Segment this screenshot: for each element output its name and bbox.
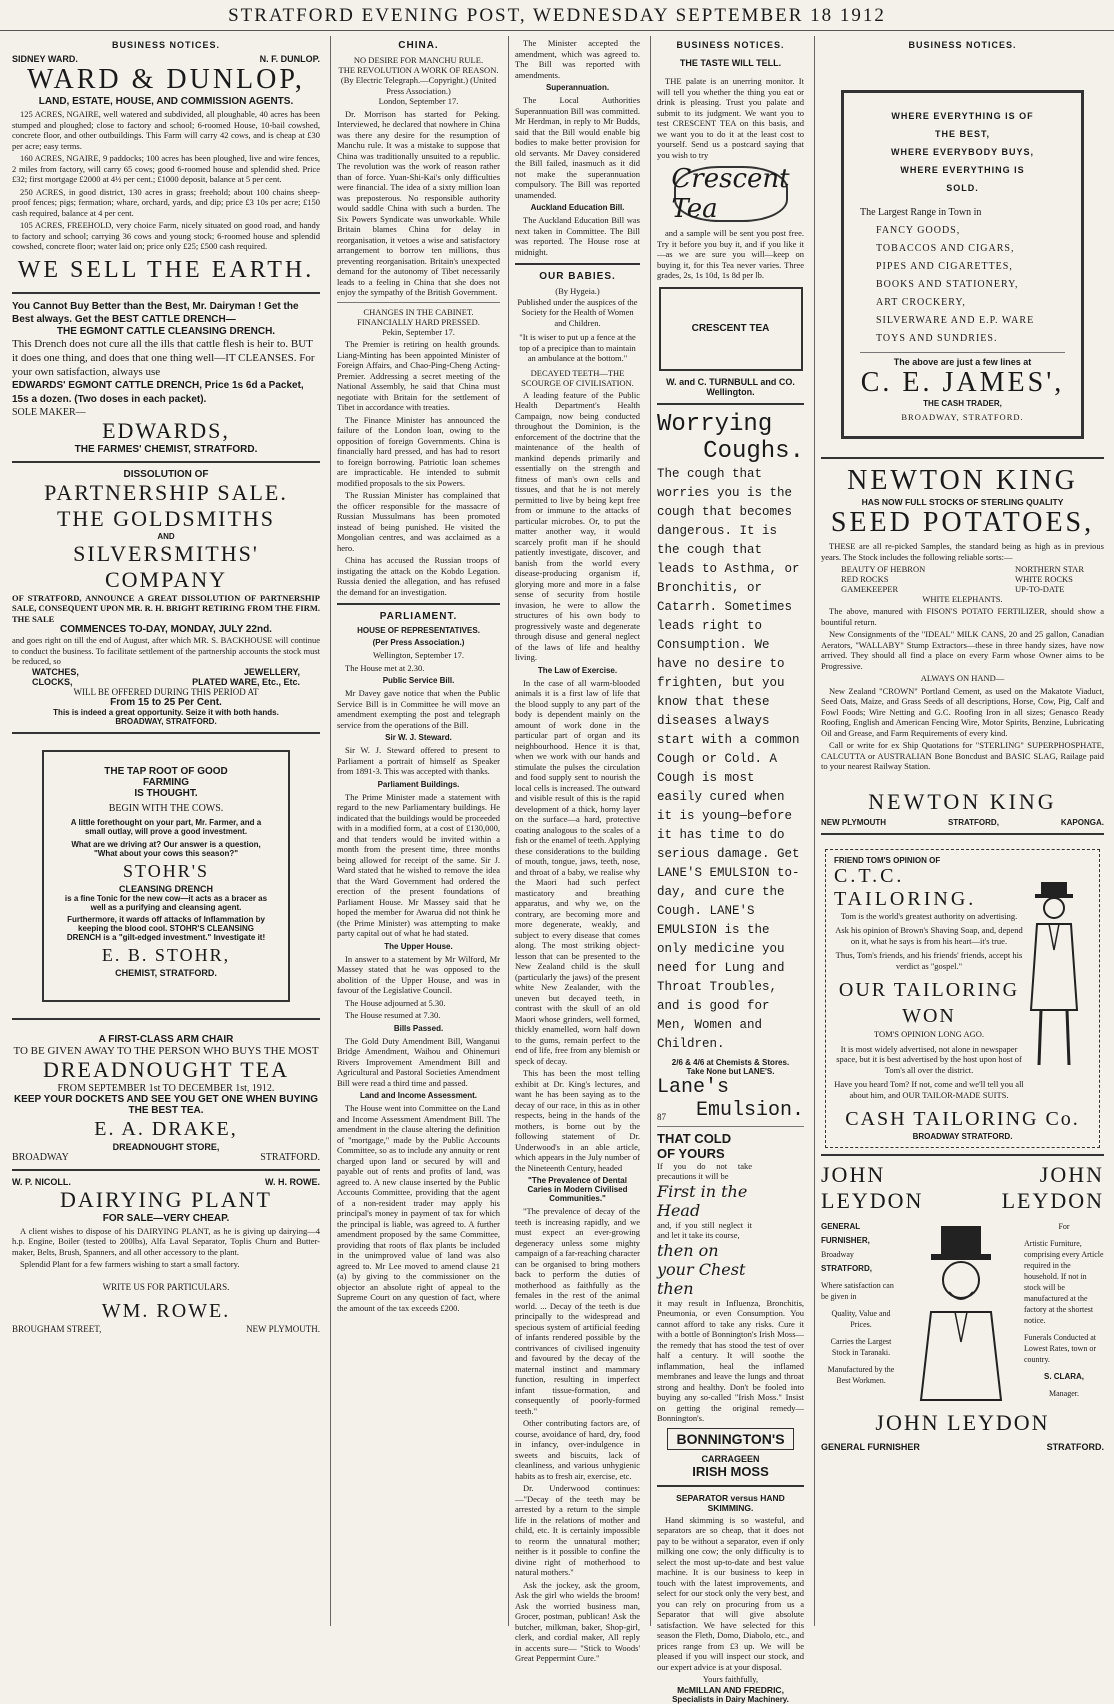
edwards-name: EDWARDS, — [102, 417, 230, 443]
ctc-opinion: TOM'S OPINION LONG AGO. — [874, 1029, 984, 1039]
edwards-maker: SOLE MAKER— — [12, 406, 86, 418]
divider — [657, 403, 804, 405]
newton-king-always: ALWAYS ON HAND— — [920, 673, 1005, 683]
parliament-credit: (Per Press Association.) — [372, 638, 465, 647]
stohr-address: CHEMIST, STRATFORD. — [115, 967, 217, 978]
exercise-heading: The Law of Exercise. — [537, 665, 618, 675]
parliament-subhead: Public Service Bill. — [382, 676, 455, 685]
cold-heading: THAT COLD OF YOURS — [657, 1130, 732, 1161]
stohr-signature: E. B. STOHR, — [101, 944, 231, 965]
goods-item: PLATED WARE, Etc., Etc. — [192, 676, 300, 687]
chair-line-2: TO BE GIVEN AWAY TO THE PERSON WHO BUYS THE MOST — [13, 1044, 319, 1057]
stohr-drench: CLEANSING DRENCH — [118, 883, 213, 894]
leydon-name-1-right: JOHN — [1039, 1162, 1104, 1187]
cold-body-2: and, if you still neglect it and let it take its course, — [657, 1219, 752, 1240]
chair-line-4: KEEP YOUR DOCKETS AND SEE YOU GET ONE WHEN BUYING THE BEST TEA. — [13, 1093, 319, 1116]
ward-item: 160 ACRES, NGAIRE, 9 paddocks; 100 acres has been ploughed, live and wire fences, 2 miles from factory, will carry 65 cows; good 6-roomed house and splendid shed. Price £32; first mortgage £2000 at 4½ per cent.; £1000 deposit, balance at 5 per cent. — [12, 153, 320, 184]
divider — [515, 263, 640, 265]
super-body: The Local Authorities Superannuation Bill was committed. Mr Herdman, in reply to Mr Budds, said that the Bill would enable big bodies to make better provision for old servants. Mr Davey considered the Bill failed, inasmuch as it did not make the superannuation compulsory. The Bill was reported unamended. — [515, 95, 640, 200]
divider — [821, 457, 1104, 459]
edwards-lead: You Cannot Buy Better than the Best, Mr. Dairyman ! Get the Best always. Get the BEST CATTLE DRENCH— — [12, 300, 299, 325]
sorts-right — [1015, 564, 1084, 594]
china-body: Dr. Morrison has started for Peking. Interviewed, he declared that nowhere in China was there any desire for the resumption of Manchu rule. It was a mistake to suppose that China was traditionally unsuited to a republic. The revolution was the work of reason rather than of force. Yuan-Shi-Kai's only difficulties were financial. The idea of a sixty million loan was preposterous. No responsible authority would saddle China with such a burden. The Six Powers Syndicate was unworkable. While Britain blames China for delay in reorganisation, it vetoes a wise and satisfactory arrangement to borrow ten millions, thus preventing reorganisation. Britain's unexpected demand for the autonomy of Tibet necessarily leads to a feeling in China that she does not enjoy the sympathy of the British Government. — [337, 108, 500, 297]
lanes-number: 87 — [657, 1111, 666, 1122]
ctc-body: Thus, Tom's friends, and his friends' friends, accept his verdict as "gospel." — [835, 950, 1023, 971]
ctc-our: OUR TAILORING — [838, 979, 1020, 1001]
babies-publisher: Published under the auspices of the Society for the Health of Women and Children. — [517, 296, 638, 328]
divider — [337, 603, 500, 605]
parliament-house: HOUSE OF REPRESENTATIVES. — [357, 626, 480, 635]
auckland-body: The Auckland Education Bill was next taken in Committee. The Bill was reported. The House rose at midnight. — [515, 215, 640, 257]
section-heading: BUSINESS NOTICES. — [908, 40, 1017, 50]
parliament-met: The House met at 2.30. — [345, 662, 425, 673]
goods-item: SILVERWARE AND E.P. WARE — [876, 315, 1035, 326]
cold-body-3: it may result in Influenza, Bronchitis, Pneumonia, or even Consumption. You cannot afford to take any risks. Cure it with a bottle of Bonnington's Irish Moss—the remedy that has stood the test of over half a century. It will soothe the inflammation, heal the inflamed membranes and leave the lungs and throat strong and healthy. Don't be fooled into buying any so-called "Irish Moss." Insist on getting the original remedy—Bonnington's. — [657, 1297, 804, 1423]
worry-body: The cough that worries you is the cough that becomes dangerous. It is the cough that leads to Asthma, or Bronchitis, or Catarrh. Sometimes leads right to Consumption. We have no desire to frighten, but you know that these diseases always start with a common Cough or Cold. A Cough is most easily cured when it is young—before it has time to do serious damage. Get LANE'S EMULSION to-day, and cure the Cough. LANE'S EMULSION is the only medicine you need for Lung and Throat Troubles, and is good for Men, Women and Children. — [657, 466, 800, 1051]
goods-item: FANCY GOODS, — [876, 225, 961, 236]
parliament-adjourned: The House adjourned at 5.30. — [345, 997, 446, 1008]
article-body: The Minister accepted the amendment, which was agreed to. The Bill was reported with amendments. — [515, 38, 640, 80]
underwood-body: Dr. Underwood continues:—"Decay of the teeth may be arrested by a return to the simple life in the relations of mother and child, etc. It is certainly impossible to reorm the unnatural mother; neither is it possible to confine the divine right of motherhood to natural mothers." — [515, 1483, 640, 1577]
cold-then: then — [657, 1278, 694, 1298]
babies-heading: OUR BABIES. — [539, 271, 616, 282]
cabinet-body: The Russian Minister has complained that the officer responsible for the massacre of Russian Mussulmans has been promoted instead of being punished. He visited the Mongolian centres, and was acclaimed as a hero. — [337, 490, 500, 553]
cabinet-body: The Finance Minister has announced the failure of the London loan, owing to the opposition of foreign Governments. China is financially hard pressed, and has had to resort to foreign borrowing. Patriotic loan schemes are impracticable. He intended to submit modified proposals to the six Powers. — [337, 414, 500, 488]
dissolution-and: AND — [157, 531, 175, 541]
newton-king-towns — [821, 818, 1104, 827]
dissolution-goods — [12, 667, 320, 677]
leydon-left: GENERAL — [821, 1222, 861, 1231]
ward-slogan: WE SELL THE EARTH. — [17, 256, 315, 283]
leydon-portrait — [911, 1222, 1011, 1402]
ctc-title: C.T.C. TAILORING. — [834, 864, 977, 910]
james-line: SOLD. — [946, 183, 979, 193]
parliament-body: The Prime Minister made a statement with regard to the new Parliamentary buildings. He indicated that the buildings would be proceeded with in a modified form, at a cost of £130,000, and that tenders would be invited within a month from the present time, three months being allowed for receipt of the same. Sir J. Ward stated that he wished to remove the idea that the Ward Government had ordered the erection of the present foundations of Parliament House. Mr Massey said that he hoped the member for Awarua did not think he (the Prime Minister) was attempting to make party capital out of what he had stated. — [337, 791, 500, 938]
ward-item: 105 ACRES, FREEHOLD, very choice Farm, nicely situated on good road, and handy to factory and school; carrying 36 cows and young stock; 6-roomed house and splendid cowshed, concrete floor; water laid on; price only £25; £500 cash required. — [12, 220, 320, 251]
goods-item: WATCHES, — [32, 666, 79, 677]
ctc-ad — [825, 849, 1100, 1149]
bonnington-logo: BONNINGTON'S — [667, 1428, 794, 1450]
parliament-dateline: Wellington, September 17. — [373, 650, 464, 660]
divider — [337, 302, 500, 303]
divider — [12, 1018, 320, 1020]
town: KAPONGA. — [1060, 817, 1104, 827]
dissolution-date: COMMENCES TO-DAY, MONDAY, JULY 22nd. — [60, 624, 272, 635]
james-line: WHERE EVERYTHING IS OF — [891, 111, 1034, 121]
leydon-left: Quality, Value and Prices. — [831, 1309, 891, 1329]
lanes-logo-row — [657, 1099, 804, 1122]
ctc-won: WON — [902, 1005, 956, 1027]
divider — [821, 833, 1104, 835]
leydon-left-column — [821, 1218, 901, 1392]
section-heading: BUSINESS NOTICES. — [676, 40, 785, 50]
stohr-line: THE TAP ROOT OF GOOD — [104, 765, 228, 777]
newton-king-body-5: Call or write for ex Ship Quotations for "STERLING" SUPERPHOSPHATE, CALCUTTA or AUSTRALIAN Bone Boncdust and BASIC SLAG, Railage paid to your nearest Railway Station. — [821, 740, 1104, 771]
newton-king-seed: SEED POTATOES, — [830, 507, 1095, 538]
dissolution-heading: DISSOLUTION OF — [123, 468, 209, 480]
column-5 — [814, 36, 1110, 1626]
sort-item: UP-TO-DATE — [1015, 584, 1065, 594]
sort-white: WHITE ELEPHANTS. — [922, 594, 1003, 604]
leydon-right-column — [1024, 1218, 1104, 1399]
stohr-line: Furthermore, it wards off attacks of Inflammation by keeping the blood cool. STOHR'S CLEANSING DRENCH is a "gilt-edged investment." Investigate it! — [66, 914, 266, 942]
newton-king-signature: NEWTON KING — [868, 788, 1057, 814]
column-3 — [508, 36, 646, 1663]
decay-body: A leading feature of the Public Health Department's Health Campaign, now being conducted throughout the Dominion, is the enforcement of the doctrine that the maintenance of the health of mankind depends primarily and essentially on the strength and fitness of man's own cells and tissues, and that he is not merely permitted to live by being kept free from or immune to the attacks of particular microbes. Or, to put the matter another way, it would scarcely profit man if he should patiently investigate, discover, and banish from the world every disease-producing organism if, glorying more and more in a false sense of security from hostile invasion, he were to allow the structures of his own body to progressively waste and degenerate through disuse and general neglect of the laws of life and healthy living. — [515, 389, 640, 662]
chair-name: E. A. DRAKE, — [94, 1117, 238, 1140]
ward-title: WARD & DUNLOP, — [27, 64, 305, 95]
section-heading: BUSINESS NOTICES. — [111, 40, 220, 50]
ctc-signature: CASH TAILORING Co. — [845, 1108, 1080, 1130]
auckland-heading: Auckland Education Bill. — [530, 203, 625, 212]
dairy-sale: FOR SALE—VERY CHEAP. — [102, 1212, 230, 1224]
parliament-body: In answer to a statement by Mr Wilford, Mr Massey stated that he was opposed to the abolition of the Upper House, and was in favour of the Legislative Council. — [337, 953, 500, 995]
ctc-friend: FRIEND TOM'S OPINION OF — [834, 855, 941, 865]
china-sub-2: THE REVOLUTION A WORK OF REASON. — [338, 65, 499, 75]
sorts-left — [841, 564, 925, 594]
leydon-name-1: JOHN — [821, 1162, 886, 1187]
leydon-bottom-right: STRATFORD. — [1046, 1442, 1104, 1452]
james-goods-list — [876, 222, 1065, 348]
column-2 — [330, 36, 506, 1626]
leydon-right: For — [1058, 1222, 1070, 1231]
cabinet-dateline: Pekin, September 17. — [382, 326, 455, 337]
worry-title-2: Coughs. — [703, 437, 804, 465]
goods-item: TOBACCOS AND CIGARS, — [876, 243, 1015, 254]
divider — [821, 1154, 1104, 1156]
cold-first: First in the Head — [657, 1181, 748, 1220]
stohr-ad — [42, 750, 290, 1002]
ward-item: 250 ACRES, in good district, 130 acres in grass; freehold; about 100 chains sheep-proof fences; pigs; fermation; whare, orchard, yards, and dip; price £3 10s per acre; £150 cash required, balance at 4 per cent. — [12, 186, 320, 218]
parliament-body: The Gold Duty Amendment Bill, Wanganui Bridge Amendment, Waihou and Ohinemuri Rivers Improvement Amendment Bill and Agricultural and Pastoral Societies Amendment Bill were read a third time and passed. — [337, 1035, 500, 1088]
leydon-bottom-left: GENERAL FURNISHER — [821, 1442, 920, 1452]
town: STRATFORD, — [947, 817, 999, 827]
dairy-right: W. H. ROWE. — [265, 1176, 320, 1187]
dissolution-company-2: SILVERSMITHS' COMPANY — [73, 540, 259, 592]
leydon-name-2-right: LEYDON — [1001, 1188, 1104, 1213]
parliament-body: The House went into Committee on the Land and Income Assessment Amendment Bill. The amendment in the clause altering the definition of "mortgage," made by the Public Accounts Committee, so as to include any annuity or rent charged upon land or secured by will and payable out of rents and profits of land, was agreed to. A new clause inserted by the Public Accounts Committee, providing that the agent of a non-resident trader may apply his principal's money in payment of tax for which the principal is liable, was agreed to. A further amendment proposed by the same Committee, providing that roots of flax plants be included in the unimproved value of land was also agreed to. Mr Lee moved to amend clause 21 (a) by giving to the commissioner on the objector an absolute right of appeal to the Supreme Court on any question of fact, where the amount of the tax exceeds £200. — [337, 1103, 500, 1313]
dissolution-offer: WILL BE OFFERED DURING THIS PERIOD AT — [73, 686, 259, 697]
separator-specialists: Specialists in Dairy Machinery. — [672, 1694, 789, 1704]
cabinet-heading: CHANGES IN THE CABINET. — [363, 306, 474, 317]
dairy-name: WM. ROWE. — [101, 1299, 231, 1322]
edwards-shop: THE FARMES' CHEMIST, STRATFORD. — [74, 443, 258, 455]
ward-left-name: SIDNEY WARD. — [12, 54, 78, 64]
dairy-address-right: NEW PLYMOUTH. — [246, 1323, 320, 1334]
stohr-name: STOHR'S — [123, 860, 209, 881]
dairy-address-left: BROUGHAM STREET, — [12, 1323, 102, 1334]
parliament-subhead: Parliament Buildings. — [377, 779, 460, 789]
dairy-partners — [12, 1177, 320, 1187]
goods-item: PIPES AND CIGARETTES, — [876, 261, 1013, 272]
stohr-line: IS THOUGHT. — [134, 787, 198, 799]
separator-body: Hand skimming is so wasteful, and separators are so cheap, that it does not pay to be without a separator, even if only milking one cow; the only difficulty is to select the most up-to-date and best value machine. It is our business to keep in touch with the latest improvements, and select for our stock only the very best, and you can rely on procuring from us a Separator that will give absolute satisfaction. We have selected for this season the Fleth, Domo, Diabolo, etc., and prices range from £3 up. We will be pleased if you will inspect our stock, and our expert advice is at your disposal. — [657, 1514, 804, 1672]
newton-king-body-4: New Zealand "CROWN" Portland Cement, as used on the Makatote Viaduct, Seed Oats, Maize, and Grass Seeds of all descriptions, Horse, Cow, Pig, Calf and Fowl Foods; Wire Netting and G.C. Roofing Iron in all sizes; Genasco Ready Roofing, English and American Fencing Wire, Motor Spirits, Benzine, Lubricating Oil and Grease, and Farm Requirements of every kind. — [821, 685, 1104, 738]
chair-tea: DREADNOUGHT TEA — [42, 1056, 290, 1082]
james-line: WHERE EVERYBODY BUYS, — [890, 147, 1035, 157]
leydon-name-2: LEYDON — [821, 1188, 924, 1213]
dairy-left: W. P. NICOLL. — [12, 1176, 71, 1187]
sort-item: NORTHERN STAR — [1015, 564, 1084, 574]
leydon-left: STRATFORD, — [821, 1264, 872, 1273]
newton-king-has: HAS NOW FULL STOCKS OF STERLING QUALITY — [861, 497, 1064, 507]
parliament-body: Mr Davey gave notice that when the Public Service Bill is in Committee he will move an amendment exempting the post and telegraph service from the operations of the Bill. — [337, 688, 500, 730]
prevalence-body: "The prevalence of decay of the teeth is increasing rapidly, and we must expect an ever-growing degeneracy unless some mighty campaign of a far-reaching character can be organised to bring mothers back to perform the duties of motherhood as faithfully as the females in the rest of the animal world. ... Decay of the teeth is due principally to the widespread and specious system of artificial feeding of infants rendered possible by the contrivances of civilised ingenuity and favoured by the decay of the maternal instinct and mammary function, resulting in imperfect infant tissue-formation, and consequently of poorly-formed teeth." — [515, 1206, 640, 1416]
parliament-resumed: The House resumed at 7.30. — [345, 1010, 441, 1020]
cold-chest: then on your Chest — [657, 1240, 746, 1279]
dissolution-body: OF STRATFORD, ANNOUNCE A GREAT DISSOLUTION OF PARTNERSHIP SALE, CONSEQUENT UPON MR. R. H. BRIGHT RETIRING FROM THE FIRM. THE SALE — [12, 592, 320, 624]
tea-firm: W. and C. TURNBULL and CO. — [666, 376, 795, 387]
dairy-body: A client wishes to dispose of his DAIRYING PLANT, as he is giving up dairying—4 h.p. Engine, Boiler (tested to 200lbs), Alfa Laval Separator, Toplis Churn and Butter-maker, Belts, Brush, Spanners, and all other accessory to the plant. — [12, 1225, 320, 1257]
china-dateline: London, September 17. — [378, 96, 459, 106]
tea-city: Wellington. — [706, 386, 755, 397]
james-ad — [841, 90, 1084, 439]
other-factors: Other contributing factors are, of course, avoidance of hard, dry, food in infancy, over-indulgence in sweets and biscuits, lack of cleanliness, and various unhygienic habits as to fresh air, exercise, etc. — [515, 1418, 640, 1481]
ctc-address: BROADWAY STRATFORD. — [912, 1132, 1013, 1141]
worry-take: Take None but LANE'S. — [686, 1066, 775, 1076]
ward-item: 125 ACRES, NGAIRE, well watered and subdivided, all ploughable, 40 acres has been stumped and ploughed; close to factory and school; 6-roomed House, 10-bail cowshed, concrete floor, and other outbuildings. This Farm will carry 42 cows, and is cheap at £30 per acre; easy terms. — [12, 109, 320, 151]
decay-heading: DECAYED TEETH—THE SCOURGE OF CIVILISATION. — [521, 367, 634, 388]
gentleman-illustration — [1019, 880, 1089, 1070]
divider — [12, 461, 320, 463]
james-line: THE BEST, — [934, 129, 990, 139]
tea-tin-image: CRESCENT TEA — [659, 287, 803, 371]
leydon-left: Manufactured by the Best Workmen. — [827, 1365, 895, 1385]
divider — [860, 352, 1065, 353]
leydon-ad — [821, 1162, 1104, 1452]
chair-line-1: A FIRST-CLASS ARM CHAIR — [98, 1033, 234, 1045]
dissolution-body-2: and goes right on till the end of August, after which MR. S. BACKHOUSE will continue to conduct the business. To facilitate settlement of the partnership accounts the stock must be reduced, so — [12, 635, 320, 666]
dissolution-percent: From 15 to 25 Per Cent. — [110, 696, 222, 708]
china-credit: (By Electric Telegraph.—Copyright.) (United Press Association.) — [340, 75, 497, 96]
ward-partners — [12, 54, 320, 64]
divider — [12, 1169, 320, 1171]
dairy-address — [12, 1324, 320, 1334]
leydon-top-row — [821, 1162, 1104, 1188]
decay-body-2: This has been the most telling exhibit at Dr. King's lectures, and want he has been saying as to the decay of our race, in this as in other respects, being in the hands of the mothers, is borne out by the following statement of Dr. Underwood's in an able article, which appears in the July number of the Nineteenth Century, headed — [515, 1068, 640, 1173]
james-line: WHERE EVERYTHING IS — [900, 165, 1025, 175]
worry-title: Worrying — [657, 410, 773, 438]
chair-left: BROADWAY — [12, 1151, 69, 1163]
sort-item: BEAUTY OF HEBRON — [841, 564, 926, 574]
parliament-heading: PARLIAMENT. — [379, 611, 458, 622]
james-trader: THE CASH TRADER, — [923, 399, 1002, 408]
ctc-body: Have you heard Tom? If not, come and we'll tell you all about him, and OUR TAILOR-MADE SUITS. — [834, 1079, 1024, 1100]
parliament-subhead: The Upper House. — [384, 941, 453, 951]
leydon-signature: JOHN LEYDON — [875, 1410, 1050, 1435]
tea-body-2: and a sample will be sent you post free. Try it before you buy it, and if you like it—as we are sure you will—keep on buying it, for this Tea never varies. Three grades, 2s, 1s 10d, 1s 8d per lb. — [657, 228, 804, 280]
column-4 — [650, 36, 810, 1704]
stohr-line: What are we driving at? Our answer is a question, "What about your cows this season?" — [71, 839, 261, 858]
dissolution-sale: PARTNERSHIP SALE. — [44, 479, 288, 505]
ward-right-name: N. F. DUNLOP. — [259, 54, 320, 64]
bonnington-sub: CARRAGEEN — [701, 1453, 760, 1464]
lanes-logo-1: Lane's — [657, 1075, 730, 1099]
super-heading: Superannuation. — [545, 83, 610, 92]
james-name: C. E. JAMES', — [860, 367, 1065, 398]
newton-king-title: NEWTON KING — [847, 465, 1078, 496]
stohr-line: FARMING — [142, 776, 190, 788]
sort-item: GAMEKEEPER — [841, 584, 899, 594]
divider — [12, 292, 320, 294]
ward-subtitle: LAND, ESTATE, HOUSE, AND COMMISSION AGENTS. — [38, 96, 294, 107]
dairy-body-2: Splendid Plant for a few farmers wishing to start a small factory. — [20, 1259, 240, 1269]
sort-item: RED ROCKS — [841, 574, 889, 584]
bonnington-moss: IRISH MOSS — [692, 1463, 769, 1479]
chair-store: DREADNOUGHT STORE, — [112, 1141, 220, 1152]
town: NEW PLYMOUTH — [821, 817, 887, 827]
stohr-line: is a fine Tonic for the new cow—it acts as a bracer as well as a purifying and cleansing agent. — [64, 893, 268, 912]
lanes-logo-2: Emulsion. — [695, 1098, 804, 1122]
potato-sorts — [821, 564, 1104, 594]
babies-byline: (By Hygeia.) — [555, 286, 600, 296]
cold-body: If you do not take precautions it will be — [657, 1160, 752, 1181]
edwards-body: This Drench does not cure all the ills that cattle flesh is heir to. BUT it does one thing, and does that one thing well—IT CLEANSES. For your own satisfaction, always use — [12, 337, 315, 378]
dissolution-company-1: THE GOLDSMITHS — [56, 505, 276, 531]
chair-location — [12, 1152, 320, 1163]
leydon-right: Funerals Conducted at Lowest Rates, town or country. — [1024, 1333, 1096, 1364]
leydon-left: Where satisfaction can be given in — [821, 1281, 894, 1301]
leydon-left: Carries the Largest Stock in Taranaki. — [830, 1337, 892, 1357]
cabinet-sub: FINANCIALLY HARD PRESSED. — [357, 316, 480, 327]
tea-body: THE palate is an unerring monitor. It will tell you whether the thing you eat or drink is pleasing. Trust you palate and submit to its judgment. We want you to test CRESCENT TEA on this basis, and we want you to do it at the least cost to yourself. Send us a postcard saying that you wish to try — [657, 76, 804, 160]
sort-item: WHITE ROCKS — [1015, 574, 1073, 584]
leydon-left: FURNISHER, — [821, 1236, 870, 1245]
newton-king-body-2: The above, manured with FISON'S POTATO FERTILIZER, should show a bountiful return. — [821, 606, 1104, 627]
newton-king-body: THESE are all re-picked Samples, the standard being as high as in previous years. The Stock includes the following reliable sorts:— — [821, 541, 1104, 562]
james-few: The above are just a few lines at — [893, 357, 1032, 367]
divider — [12, 732, 320, 734]
goods-item: BOOKS AND STATIONERY, — [876, 279, 1019, 290]
james-intro: The Largest Range in Town in — [860, 207, 982, 218]
tea-heading: THE TASTE WILL TELL. — [679, 58, 782, 68]
dairy-title: DAIRYING PLANT — [60, 1186, 272, 1212]
dissolution-address: BROADWAY, STRATFORD. — [115, 716, 217, 726]
babies-quote: "It is wiser to put up a fence at the top of a precipice than to maintain an ambulance at the bottom." — [519, 332, 636, 363]
leydon-second-row — [821, 1188, 1104, 1214]
stohr-line: A little forethought on your part, Mr. Farmer, and a small outlay, will prove a good investment. — [70, 817, 262, 836]
leydon-bottom — [821, 1442, 1104, 1452]
stohr-line: BEGIN WITH THE COWS. — [108, 802, 224, 814]
parliament-subhead: Sir W. J. Steward. — [385, 733, 452, 742]
leydon-right: S. CLARA, — [1044, 1372, 1084, 1381]
goods-item: ART CROCKERY, — [876, 297, 966, 308]
goods-item: CLOCKS, — [32, 676, 73, 687]
dissolution-opportunity: This is indeed a great opportunity. Seize it with both hands. — [53, 707, 279, 717]
china-heading: CHINA. — [398, 40, 439, 51]
worry-price: 2/6 & 4/6 at Chemists & Stores. — [671, 1057, 790, 1067]
dairy-write: WRITE US FOR PARTICULARS. — [102, 1281, 230, 1292]
leydon-right: Manager. — [1049, 1389, 1079, 1398]
dissolution-goods — [12, 677, 320, 687]
ctc-body: Ask his opinion of Brown's Shaving Soap, and, depend on it, what he says is from his heart—it's true. — [835, 925, 1023, 946]
ctc-body: It is most widely advertised, not alone in newspaper space, but it is best advertised by the host upon host of Tom's all over the district. — [836, 1043, 1022, 1075]
separator-yours: Yours faithfully, — [702, 1674, 759, 1684]
crescent-tea-logo: Crescent Tea — [671, 164, 790, 224]
edwards-heading: THE EGMONT CATTLE CLEANSING DRENCH. — [56, 325, 276, 337]
china-sub-1: NO DESIRE FOR MANCHU RULE. — [353, 55, 484, 65]
goods-item: TOYS AND SUNDRIES. — [876, 333, 998, 344]
newton-king-body-3: New Consignments of the "IDEAL" MILK CANS, 20 and 25 gallon, Canadian Aerators, "WALLABY" Stump Extractors—these in three handy sizes, have now arrived. They should all find a place on every Farm whose Owner aims to be Progressive. — [821, 629, 1104, 671]
james-address: BROADWAY, STRATFORD. — [901, 412, 1024, 422]
leydon-right: Artistic Furniture, comprising every Article required in the household. If not in stock will be manufactured at the factory at the shortest notice. — [1024, 1239, 1104, 1325]
parliament-subhead: Bills Passed. — [393, 1023, 444, 1033]
edwards-price: EDWARDS' EGMONT CATTLE DRENCH, Price 1s 6d a Packet, 15s a dozen. (Two doses in each packet). — [12, 379, 304, 405]
chair-line-3: FROM SEPTEMBER 1st TO DECEMBER 1st, 1912. — [57, 1082, 275, 1094]
prevalence-heading: "The Prevalence of Dental Caries in Modern Civilised Communities." — [527, 1176, 628, 1203]
masthead: STRATFORD EVENING POST, WEDNESDAY SEPTEMBER 18 1912 — [0, 0, 1114, 31]
ctc-body: Tom is the world's greatest authority on advertising. — [840, 910, 1018, 921]
parliament-subhead: Land and Income Assessment. — [359, 1091, 478, 1100]
divider — [657, 1485, 804, 1487]
ctc-text — [834, 856, 1024, 1101]
parliament-body: Sir W. J. Steward offered to present to Parliament a portrait of himself as Speaker from 1891-3. This was accepted with thanks. — [337, 745, 500, 776]
divider — [657, 1126, 804, 1127]
peppermint-verse: Ask the jockey, ask the groom, Ask the girl who wields the broom! Ask the worried business man, Grocer, postman, publican! Ask the butcher, milkman, baker, Shop-girl, clerk, and cordial maker, All reply in accents sure— "Stick to Woods' Great Peppermint Cure." — [515, 1579, 640, 1663]
chair-right: STRATFORD. — [260, 1151, 320, 1163]
goods-item: JEWELLERY, — [243, 666, 300, 677]
cabinet-body: China has accused the Russian troops of instigating the attack on the Kobdo Legation. Russia denied the allegation, and has refused the demand for an investigation. — [337, 555, 500, 597]
column-1 — [6, 36, 326, 1626]
separator-heading: SEPARATOR versus HAND SKIMMING. — [676, 1492, 785, 1513]
leydon-left: Broadway — [821, 1250, 854, 1259]
separator-firm: McMILLAN AND FREDRIC, — [677, 1684, 784, 1695]
cabinet-body: The Premier is retiring on health grounds. Liang-Minting has been appointed Minister of Foreign Affairs, and Chao-Ping-Cheng Acting-Premier. Addressing a secret meeting of the National Assembly, he said that China must negotiate with Britain for the settlement of Tibet in accordance with treaties. — [337, 339, 500, 412]
exercise-body: In the case of all warm-blooded animals it is a first law of life that the blood supply to any part of the body is dependent mainly on the amount of work done in the particular part of organ and its neighbourhood. Hence it is that, when we work with our hands and stimulate the pulses the circulation and food supply sent to nourish the local cells is increased. The outward and visible result of this is the rapid development of a thick, horny layer on the surface—a hard, protective coating analogous to the scales of a fish or the enamel of teeth. Applying these considerations to the building of mouth, tongue, jaws, teeth, nose, and throat of a baby, we realise why the Maori had such perfect masticatory and breathing apparatus, and why we, on the contrary, are becoming more and more degenerate, weakly, and subject to every disease that comes along. The most striking object-lesson that can be presented to the New Zealand child is the skull (particularly the jaws) of the present white New Zealander, with the uneven but decayed teeth, in contrast with the skull of an old Maori whose grinders, well formed, thickly enamelled, worn half down to the gums, remain perfect to the end of life, free from any blemish or speck of decay. — [515, 677, 640, 1066]
